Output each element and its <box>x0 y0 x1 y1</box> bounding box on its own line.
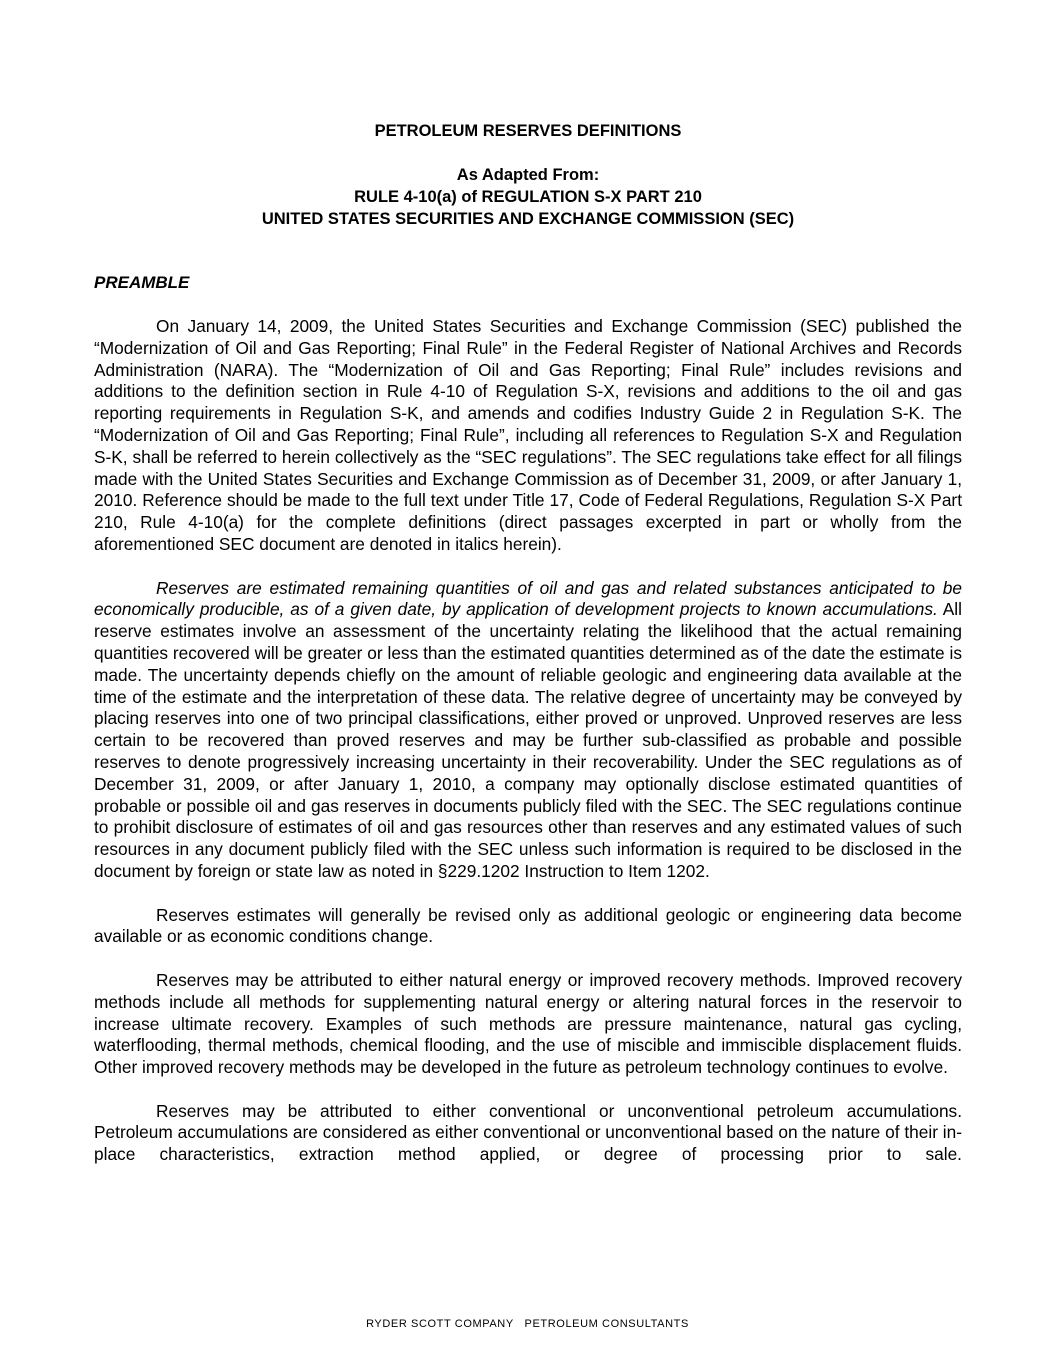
paragraph-3: Reserves estimates will generally be revised only as additional geologic or engineering data become available or as economic conditions change. <box>94 904 962 947</box>
paragraph-2 <box>94 578 962 883</box>
rule-reference: RULE 4-10(a) of REGULATION S-X PART 210 <box>354 188 702 206</box>
document-title: PETROLEUM RESERVES DEFINITIONS <box>374 122 682 140</box>
adapted-from-line: As Adapted From: <box>456 166 600 184</box>
commission-name: UNITED STATES SECURITIES AND EXCHANGE COMMISSION (SEC) <box>261 210 795 228</box>
section-heading-preamble: PREAMBLE <box>94 273 190 292</box>
page-footer: RYDER SCOTT COMPANY PETROLEUM CONSULTANTS <box>366 1318 689 1330</box>
paragraph-4: Reserves may be attributed to either natural energy or improved recovery methods. Improved recovery methods include all methods for supplementing natural energy or altering natural forces in the reservoir to increase ultimate recovery. Examples of such methods are pressure maintenance, natural gas cycling, waterflooding, thermal methods, chemical flooding, and the use of miscible and immiscible displacement fluids. Other improved recovery methods may be developed in the future as petroleum technology continues to evolve. <box>94 969 962 1078</box>
paragraph-1: On January 14, 2009, the United States Securities and Exchange Commission (SEC) published the “Modernization of Oil and Gas Reporting; Final Rule” in the Federal Register of National Archives and Records Administration (NARA). The “Modernization of Oil and Gas Reporting; Final Rule” includes revisions and additions to the definition section in Rule 4-10 of Regulation S-X, revisions and additions to the oil and gas reporting requirements in Regulation S-K, and amends and codifies Industry Guide 2 in Regulation S-K. The “Modernization of Oil and Gas Reporting; Final Rule”, including all references to Regulation S-X and Regulation S-K, shall be referred to herein collectively as the “SEC regulations”. The SEC regulations take effect for all filings made with the United States Securities and Exchange Commission as of December 31, 2009, or after January 1, 2010. Reference should be made to the full text under Title 17, Code of Federal Regulations, Regulation S-X Part 210, Rule 4-10(a) for the complete definitions (direct passages excerpted in part or wholly from the aforementioned SEC document are denoted in italics herein). <box>94 316 962 554</box>
paragraph-2-text: All reserve estimates involve an assessment of the uncertainty relating the likelihood that the actual remaining quantities recovered will be greater or less than the estimated quantities determined as of the date the estimate is made. The uncertainty depends chiefly on the amount of reliable geologic and engineering data available at the time of the estimate and the interpretation of these data. The relative degree of uncertainty may be conveyed by placing reserves into one of two principal classifications, either proved or unproved. Unproved reserves are less certain to be recovered than proved reserves and may be further sub-classified as probable and possible reserves to denote progressively increasing uncertainty in their recoverability. Under the SEC regulations as of December 31, 2009, or after January 1, 2010, a company may optionally disclose estimated quantities of probable or possible oil and gas reserves in documents publicly filed with the SEC. The SEC regulations continue to prohibit disclosure of estimates of oil and gas resources other than reserves and any estimated values of such resources in any document publicly filed with the SEC unless such information is required to be disclosed in the document by foreign or state law as noted in §229.1202 Instruction to Item 1202. <box>94 599 962 881</box>
paragraph-2-italic-definition: Reserves are estimated remaining quantities of oil and gas and related substances anticipated to be economically producible, as of a given date, by application of development projects to known accumulations. <box>94 577 962 620</box>
header-spacer <box>94 142 962 164</box>
paragraph-5: Reserves may be attributed to either conventional or unconventional petroleum accumulations. Petroleum accumulations are considered as either conventional or unconventional based on the nature of their in-place characteristics, extraction method applied, or degree of processing prior to sale. <box>94 1100 962 1165</box>
document-header <box>94 120 962 230</box>
preamble-body <box>94 316 962 1188</box>
